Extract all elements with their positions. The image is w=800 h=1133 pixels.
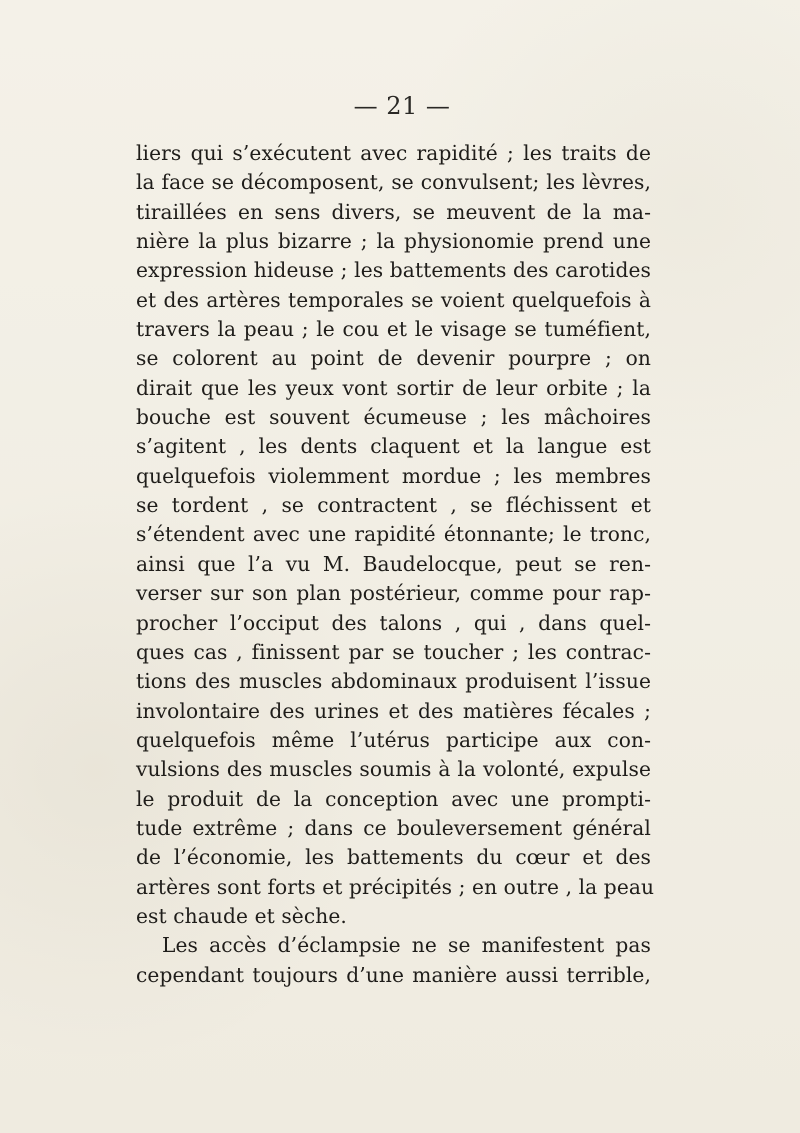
text-line-20: involontaire des urines et des matières fécales ; bbox=[136, 698, 651, 723]
text-line-16: verser sur son plan postérieur, comme pour rap- bbox=[136, 581, 651, 606]
text-line-21: quelquefois même l’utérus participe aux con- bbox=[136, 727, 651, 752]
body-text bbox=[136, 139, 655, 990]
text-line-18: ques cas , finissent par se toucher ; les contrac- bbox=[136, 639, 651, 664]
text-line-15: ainsi que l’a vu M. Baudelocque, peut se ren- bbox=[136, 551, 651, 576]
text-line-19: tions des muscles abdominaux produisent l’issue bbox=[136, 669, 651, 694]
text-line-8: se colorent au point de devenir pourpre ; on bbox=[136, 346, 651, 371]
text-line-17: procher l’occiput des talons , qui , dans quel- bbox=[136, 610, 651, 635]
text-line-26: artères sont forts et précipités ; en outre , la peau bbox=[136, 874, 655, 899]
text-line-14: s’étendent avec une rapidité étonnante; le tronc, bbox=[136, 522, 651, 547]
text-line-2: la face se décomposent, se convulsent; les lèvres, bbox=[136, 170, 651, 195]
text-line-28: Les accès d’éclampsie ne se manifestent pas bbox=[162, 933, 651, 958]
text-line-10: bouche est souvent écumeuse ; les mâchoires bbox=[136, 405, 651, 430]
text-line-22: vulsions des muscles soumis à la volonté, expulse bbox=[136, 757, 651, 782]
text-line-5: expression hideuse ; les battements des carotides bbox=[136, 258, 651, 283]
text-line-29: cependant toujours d’une manière aussi terrible, bbox=[136, 962, 651, 987]
text-line-4: nière la plus bizarre ; la physionomie prend une bbox=[136, 229, 651, 254]
page-number: — 21 — bbox=[353, 92, 451, 120]
text-line-24: tude extrême ; dans ce bouleversement général bbox=[136, 815, 651, 840]
text-line-13: se tordent , se contractent , se fléchissent et bbox=[136, 493, 651, 518]
text-line-23: le produit de la conception avec une prompti- bbox=[136, 786, 651, 811]
text-line-25: de l’économie, les battements du cœur et des bbox=[136, 845, 651, 870]
text-line-3: tiraillées en sens divers, se meuvent de la ma- bbox=[136, 199, 651, 224]
text-line-1: liers qui s’exécutent avec rapidité ; les traits de bbox=[136, 141, 651, 165]
text-line-7: travers la peau ; le cou et le visage se tuméfient, bbox=[136, 317, 651, 342]
text-line-6: et des artères temporales se voient quelquefois à bbox=[136, 287, 651, 312]
text-line-9: dirait que les yeux vont sortir de leur orbite ; la bbox=[136, 375, 651, 400]
text-line-12: quelquefois violemment mordue ; les membres bbox=[136, 463, 651, 488]
text-line-27: est chaude et sèche. bbox=[136, 903, 347, 928]
text-line-11: s’agitent , les dents claquent et la langue est bbox=[136, 434, 651, 459]
